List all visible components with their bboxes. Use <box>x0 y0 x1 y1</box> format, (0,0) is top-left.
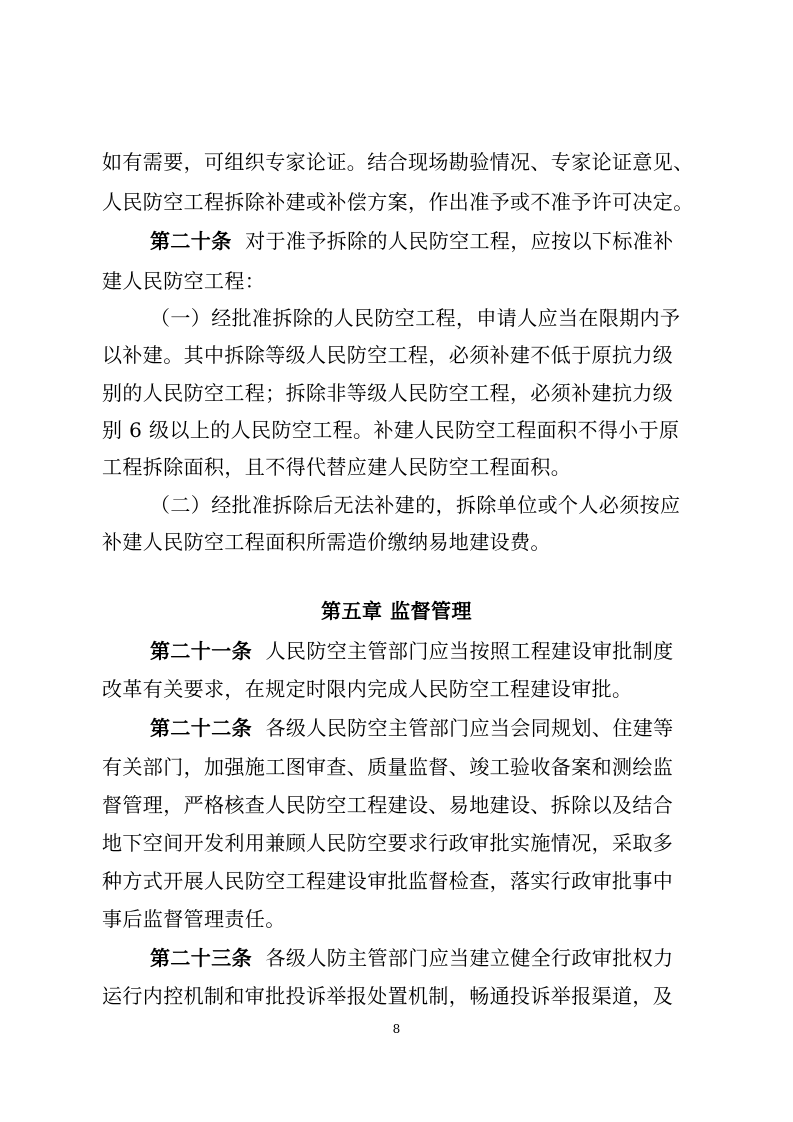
body-text-line: 地下空间开发利用兼顾人民防空要求行政审批实施情况，采取多 <box>102 831 674 855</box>
article-text: 各级人民防空主管部门应当会同规划、住建等 <box>265 716 674 740</box>
article-label: 第二十二条 <box>150 716 252 740</box>
body-text-line: 人民防空工程拆除补建或补偿方案，作出准予或不准予许可决定。 <box>102 190 694 214</box>
body-text-line: （一）经批准拆除的人民防空工程，申请人应当在限期内予 <box>150 306 681 330</box>
body-text-line: 事后监督管理责任。 <box>102 907 286 931</box>
body-text-line: 有关部门，加强施工图审查、质量监督、竣工验收备案和测绘监 <box>102 755 674 779</box>
article-paragraph <box>150 229 702 253</box>
body-text-line: 建人民防空工程： <box>102 269 266 293</box>
body-text-line: 督管理，严格核查人民防空工程建设、易地建设、拆除以及结合 <box>102 793 674 817</box>
body-text-line: 工程拆除面积，且不得代替应建人民防空工程面积。 <box>102 455 572 479</box>
body-text-line: 改革有关要求，在规定时限内完成人民防空工程建设审批。 <box>102 677 633 701</box>
article-label: 第二十三条 <box>150 946 252 970</box>
article-paragraph <box>150 639 702 663</box>
article-text: 各级人防主管部门应当建立健全行政审批权力 <box>265 946 674 970</box>
body-text-line: 运行内控机制和审批投诉举报处置机制，畅通投诉举报渠道，及 <box>102 984 674 1008</box>
body-text-line: 别的人民防空工程；拆除非等级人民防空工程，必须补建抗力级 <box>102 381 674 405</box>
body-text-line: 种方式开展人民防空工程建设审批监督检查，落实行政审批事中 <box>102 869 674 893</box>
article-label: 第二十一条 <box>150 639 252 663</box>
body-text-line: （二）经批准拆除后无法补建的，拆除单位或个人必须按应 <box>150 493 681 517</box>
article-text: 对于准予拆除的人民防空工程，应按以下标准补 <box>245 229 674 253</box>
article-paragraph <box>150 946 702 970</box>
page-number: 8 <box>392 1022 401 1036</box>
article-label: 第二十条 <box>150 229 232 253</box>
body-text-line: 别 6 级以上的人民防空工程。补建人民防空工程面积不得小于原 <box>102 418 680 442</box>
body-text-line: 以补建。其中拆除等级人民防空工程，必须补建不低于原抗力级 <box>102 343 674 367</box>
article-text: 人民防空主管部门应当按照工程建设审批制度 <box>265 639 674 663</box>
body-text-line: 如有需要，可组织专家论证。结合现场勘验情况、专家论证意见、 <box>102 150 694 174</box>
chapter-heading: 第五章 监督管理 <box>321 599 472 623</box>
body-text-line: 补建人民防空工程面积所需造价缴纳易地建设费。 <box>102 530 551 554</box>
article-paragraph <box>150 716 702 740</box>
